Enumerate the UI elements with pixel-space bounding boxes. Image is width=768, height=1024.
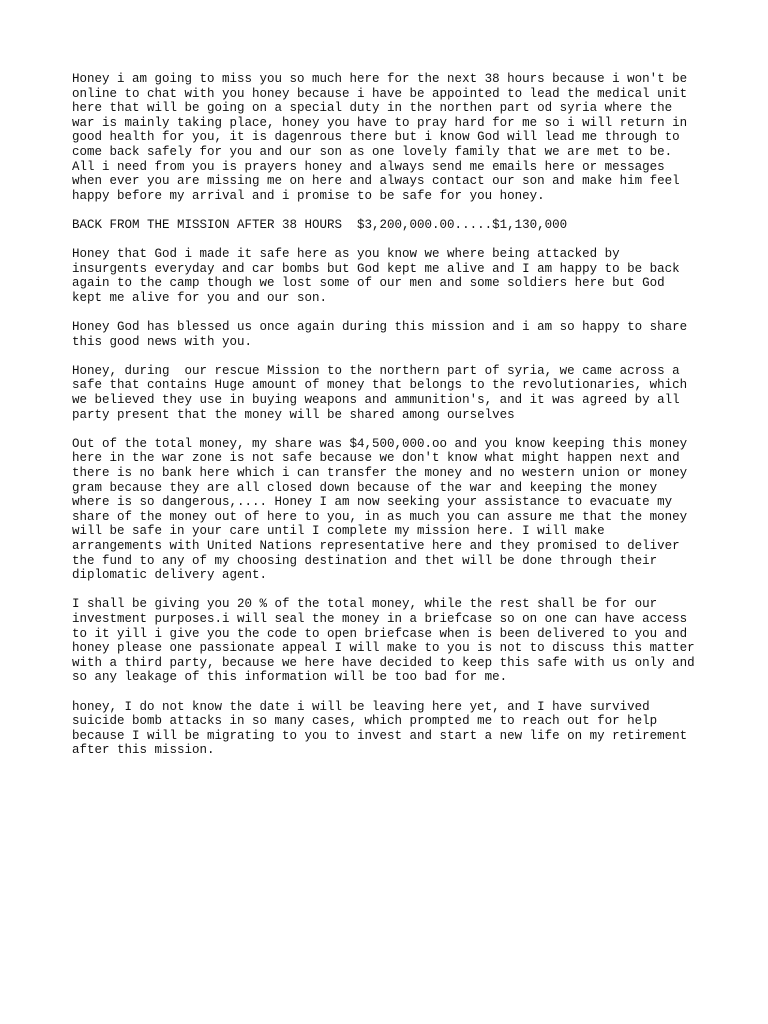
paragraph-missing-you: Honey i am going to miss you so much here for the next 38 hours because i won't be online to chat with you honey because i have be appointed to lead the medical unit here that will be going on a special duty in the northen part od syria where the war is mainly taking place, honey you have to pray hard for me so i will return in good health for you, it is dagenrous there but i know God will lead me through to come back safely for you and our son as one lovely family that we are met to be. All i need from you is prayers honey and always send me emails here or messages when ever you are missing me on here and always contact our son and make him feel happy before my arrival and i promise to be safe for you honey.: [72, 72, 688, 203]
paragraph-blessed: Honey God has blessed us once again during this mission and i am so happy to share this good news with you.: [72, 320, 688, 349]
paragraph-rescue-mission: Honey, during our rescue Mission to the northern part of syria, we came across a safe that contains Huge amount of money that belongs to the revolutionaries, which we believed they use in buying weapons and ammunition's, and it was agreed by all party present that the money will be shared among ourselves: [72, 363, 688, 422]
document-page: [72, 72, 712, 773]
paragraph-back-from-mission: BACK FROM THE MISSION AFTER 38 HOURS $3,200,000.00.....$1,130,000: [72, 217, 568, 232]
paragraph-leaving-date: honey, I do not know the date i will be leaving here yet, and I have survived suicide bomb attacks in so many cases, which prompted me to reach out for help because I will be migrating to you to invest and start a new life on my retirement after this mission.: [72, 699, 688, 758]
paragraph-total-money: Out of the total money, my share was $4,500,000.oo and you know keeping this money here in the war zone is not safe because we don't know what might happen next and there is no bank here which i can transfer the money and no western union or money gram because they are all closed down because of the war and keeping the money where is so dangerous,.... Honey I am now seeking your assistance to evacuate my share of the money out of here to you, in as much you can assure me that the money will be safe in your care until I complete my mission here. I will make arrangements with United Nations representative here and they promised to deliver the fund to any of my choosing destination and thet will be done through their diplomatic delivery agent.: [72, 436, 688, 583]
paragraph-share-percentage: I shall be giving you 20 % of the total money, while the rest shall be for our investment purposes.i will seal the money in a briefcase so on one can have access to it yill i give you the code to open briefcase when is been delivered to you and honey please one passionate appeal I will make to you is not to discuss this matter with a third party, because we here have decided to keep this safe with us only and so any leakage of this information will be too bad for me.: [72, 597, 695, 685]
paragraph-made-it-safe: Honey that God i made it safe here as you know we where being attacked by insurgents everyday and car bombs but God kept me alive and I am happy to be back again to the camp though we lost some of our men and some soldiers here but God kept me alive for you and our son.: [72, 247, 680, 305]
